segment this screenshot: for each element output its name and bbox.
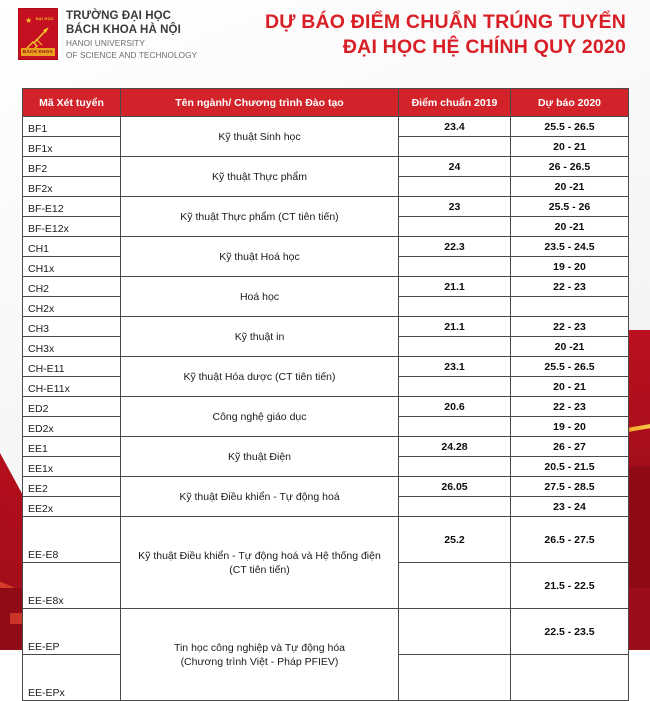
cell-score-2019: 25.2 xyxy=(399,517,511,563)
cell-forecast-2020: 26 - 26.5 xyxy=(511,157,629,177)
title-line-1: DỰ BÁO ĐIỂM CHUẨN TRÚNG TUYỂN xyxy=(264,11,626,33)
cell-program-name xyxy=(121,477,399,517)
logo-band-label: BÁCH KHOA xyxy=(22,49,54,54)
cell-code: CH1x xyxy=(23,257,121,277)
program-name-line1: Kỹ thuật Điện xyxy=(227,450,292,463)
table-row xyxy=(23,317,629,337)
program-name-line1: Kỹ thuật Sinh học xyxy=(218,130,301,143)
col-header-forecast-2020: Dự báo 2020 xyxy=(511,89,629,117)
program-name-line1: Kỹ thuật Thực phẩm xyxy=(212,170,307,183)
cell-code: BF2x xyxy=(23,177,121,197)
program-name-line1: Hoá học xyxy=(239,290,280,303)
cell-forecast-2020: 20 - 21 xyxy=(511,137,629,157)
cell-program-name xyxy=(121,277,399,317)
cell-score-2019 xyxy=(399,377,511,397)
cell-score-2019 xyxy=(399,137,511,157)
table-row xyxy=(23,609,629,655)
cell-forecast-2020: 19 - 20 xyxy=(511,257,629,277)
program-name-line1: Kỹ thuật in xyxy=(234,330,285,343)
cell-code: ED2 xyxy=(23,397,121,417)
cell-forecast-2020: 22 - 23 xyxy=(511,317,629,337)
cell-code: EE-E8 xyxy=(23,517,121,563)
cell-code: CH-E11 xyxy=(23,357,121,377)
cell-forecast-2020: 26 - 27 xyxy=(511,437,629,457)
cell-score-2019 xyxy=(399,609,511,655)
table-body xyxy=(23,117,629,701)
cell-score-2019 xyxy=(399,177,511,197)
cell-forecast-2020: 20 - 21 xyxy=(511,377,629,397)
cell-score-2019: 23 xyxy=(399,197,511,217)
cell-forecast-2020: 20.5 - 21.5 xyxy=(511,457,629,477)
table-row xyxy=(23,117,629,137)
cell-forecast-2020 xyxy=(511,297,629,317)
cell-code: CH-E11x xyxy=(23,377,121,397)
cell-program-name xyxy=(121,237,399,277)
table-row xyxy=(23,237,629,257)
col-header-code: Mã Xét tuyển xyxy=(23,89,121,117)
cell-code: EE1 xyxy=(23,437,121,457)
cell-forecast-2020: 20 -21 xyxy=(511,177,629,197)
cell-score-2019 xyxy=(399,655,511,701)
program-name-line1: Kỹ thuật Hóa dược (CT tiên tiến) xyxy=(183,370,336,383)
cell-forecast-2020: 25.5 - 26 xyxy=(511,197,629,217)
cell-score-2019 xyxy=(399,497,511,517)
cell-program-name xyxy=(121,517,399,609)
cell-code: EE-EP xyxy=(23,609,121,655)
brand-block xyxy=(18,8,197,61)
poster-header xyxy=(0,0,650,86)
cell-score-2019 xyxy=(399,563,511,609)
cell-program-name xyxy=(121,357,399,397)
cell-forecast-2020: 20 -21 xyxy=(511,217,629,237)
title-line-2: ĐẠI HỌC HỆ CHÍNH QUY 2020 xyxy=(342,36,626,58)
cell-score-2019 xyxy=(399,297,511,317)
cell-score-2019: 20.6 xyxy=(399,397,511,417)
col-header-score-2019: Điểm chuẩn 2019 xyxy=(399,89,511,117)
cell-score-2019 xyxy=(399,217,511,237)
table-row xyxy=(23,437,629,457)
cell-forecast-2020: 21.5 - 22.5 xyxy=(511,563,629,609)
cell-code: CH3 xyxy=(23,317,121,337)
cell-forecast-2020 xyxy=(511,655,629,701)
cell-score-2019: 23.4 xyxy=(399,117,511,137)
cell-program-name xyxy=(121,317,399,357)
program-name-line1: Công nghệ giáo dục xyxy=(212,410,307,423)
logo-dai-hoc-label: ĐẠI HỌC xyxy=(35,16,54,21)
brand-vn-line1: TRƯỜNG ĐẠI HỌC xyxy=(66,10,172,22)
brand-vn-line2: BÁCH KHOA HÀ NỘI xyxy=(66,23,181,36)
table-row xyxy=(23,397,629,417)
cell-program-name xyxy=(121,609,399,701)
cell-score-2019 xyxy=(399,417,511,437)
program-name-line2: (Chương trình Việt - Pháp PFIEV) xyxy=(180,655,339,668)
cell-forecast-2020: 26.5 - 27.5 xyxy=(511,517,629,563)
cell-code: EE-E8x xyxy=(23,563,121,609)
cell-score-2019: 21.1 xyxy=(399,277,511,297)
cell-score-2019: 21.1 xyxy=(399,317,511,337)
cell-code: CH2 xyxy=(23,277,121,297)
hust-logo-icon xyxy=(18,8,58,60)
cell-forecast-2020: 20 -21 xyxy=(511,337,629,357)
cell-forecast-2020: 22 - 23 xyxy=(511,397,629,417)
cell-program-name xyxy=(121,437,399,477)
cell-code: BF-E12 xyxy=(23,197,121,217)
cell-code: CH1 xyxy=(23,237,121,257)
table-row xyxy=(23,197,629,217)
cell-code: EE-EPx xyxy=(23,655,121,701)
cell-score-2019 xyxy=(399,257,511,277)
cell-program-name xyxy=(121,117,399,157)
table-row xyxy=(23,357,629,377)
cell-code: EE2 xyxy=(23,477,121,497)
cell-score-2019: 23.1 xyxy=(399,357,511,377)
program-name-line2: (CT tiên tiến) xyxy=(229,563,290,576)
cell-score-2019: 26.05 xyxy=(399,477,511,497)
brand-text-block xyxy=(66,8,197,61)
program-name-line1: Kỹ thuật Hoá học xyxy=(219,250,300,263)
cell-forecast-2020: 22.5 - 23.5 xyxy=(511,609,629,655)
cell-forecast-2020: 25.5 - 26.5 xyxy=(511,357,629,377)
cell-code: BF1 xyxy=(23,117,121,137)
table-row xyxy=(23,277,629,297)
program-name-line1: Kỹ thuật Điều khiển - Tự động hoá xyxy=(179,490,340,503)
table-head xyxy=(23,89,629,117)
poster-title xyxy=(265,10,626,60)
program-name-line1: Tin học công nghiệp và Tự động hóa xyxy=(173,641,346,654)
cell-code: CH2x xyxy=(23,297,121,317)
cell-program-name xyxy=(121,197,399,237)
program-name-line1: Kỹ thuật Điều khiển - Tự động hoá và Hệ thống điện xyxy=(138,549,381,562)
cell-score-2019 xyxy=(399,457,511,477)
cell-score-2019: 22.3 xyxy=(399,237,511,257)
cell-score-2019 xyxy=(399,337,511,357)
cell-forecast-2020: 22 - 23 xyxy=(511,277,629,297)
cell-forecast-2020: 25.5 - 26.5 xyxy=(511,117,629,137)
cell-code: BF-E12x xyxy=(23,217,121,237)
program-name-line1: Kỹ thuật Thực phẩm (CT tiên tiến) xyxy=(180,210,339,223)
cell-forecast-2020: 23.5 - 24.5 xyxy=(511,237,629,257)
cell-forecast-2020: 27.5 - 28.5 xyxy=(511,477,629,497)
cell-forecast-2020: 19 - 20 xyxy=(511,417,629,437)
cell-code: EE1x xyxy=(23,457,121,477)
cell-score-2019: 24 xyxy=(399,157,511,177)
brand-en-line2: OF SCIENCE AND TECHNOLOGY xyxy=(66,51,198,60)
cell-code: EE2x xyxy=(23,497,121,517)
admission-scores-table xyxy=(22,88,629,701)
table-row xyxy=(23,477,629,497)
logo-star-icon: ★ xyxy=(25,16,33,25)
cell-score-2019: 24.28 xyxy=(399,437,511,457)
table-row xyxy=(23,157,629,177)
cell-code: BF2 xyxy=(23,157,121,177)
brand-en-line1: HANOI UNIVERSITY xyxy=(66,39,145,48)
scores-table-container xyxy=(22,88,628,701)
table-row xyxy=(23,517,629,563)
cell-program-name xyxy=(121,157,399,197)
cell-code: ED2x xyxy=(23,417,121,437)
table-header-row xyxy=(23,89,629,117)
cell-forecast-2020: 23 - 24 xyxy=(511,497,629,517)
cell-program-name xyxy=(121,397,399,437)
cell-code: CH3x xyxy=(23,337,121,357)
col-header-name: Tên ngành/ Chương trình Đào tạo xyxy=(121,89,399,117)
cell-code: BF1x xyxy=(23,137,121,157)
